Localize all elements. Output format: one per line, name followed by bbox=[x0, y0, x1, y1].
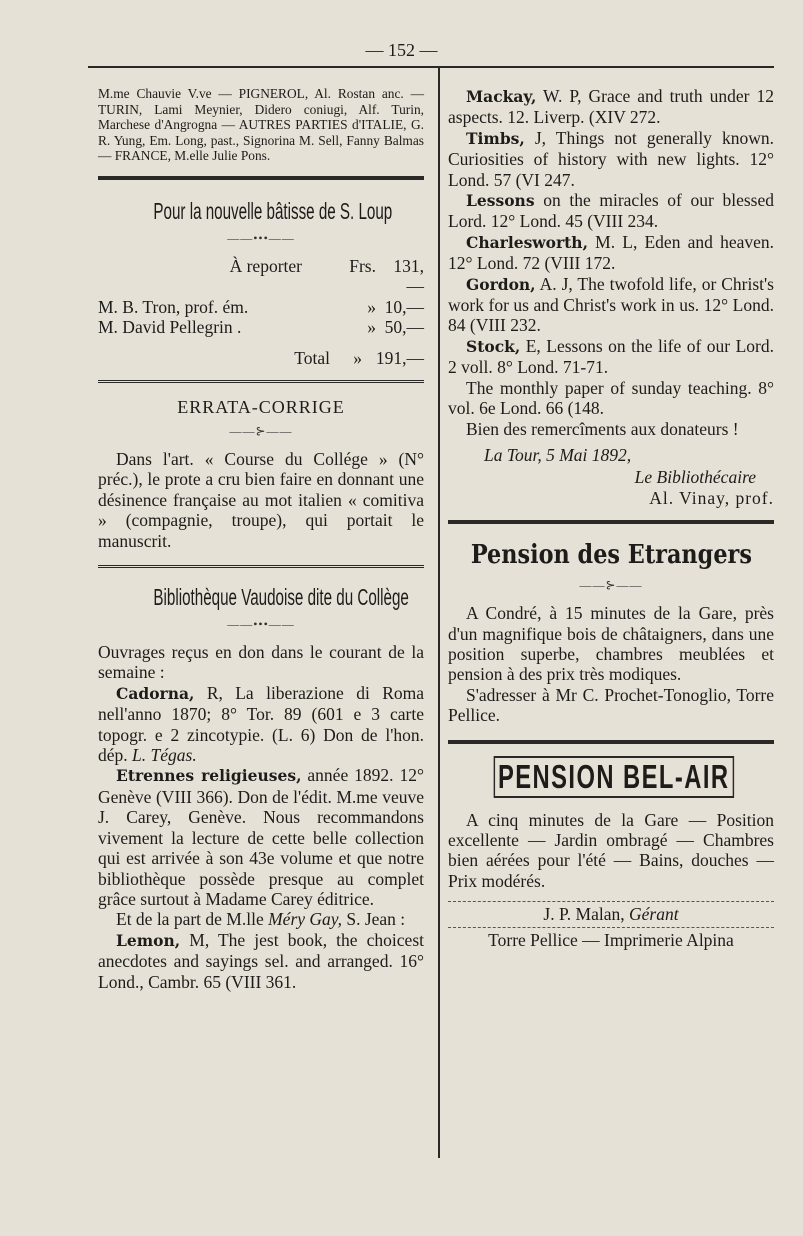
dateline bbox=[484, 445, 774, 465]
book-details: M. L, Eden and heaven. 12° Lond. 72 (VIII 172. bbox=[448, 231, 774, 274]
section-rule bbox=[98, 176, 424, 180]
book-details: A. J, The twofold life, or Christ's work for us and Christ's work in us. 12° Lond. 84 (VIII 232. bbox=[448, 273, 774, 336]
pension-heading: Pension des Etrangers bbox=[470, 540, 752, 571]
loup-value: 131,— bbox=[393, 255, 424, 297]
book-author: Lessons bbox=[466, 191, 535, 211]
book-author: Etrennes religieuses, bbox=[116, 766, 302, 786]
top-rule bbox=[88, 66, 774, 68]
donor-intro: Et de la part de M.lle bbox=[116, 909, 269, 930]
book-details: R, La liberazione di Roma nell'anno 1870; 8° Tor. 89 (601 e 3 carte topogr. e 2 zincotypie. (L. 6) Don de l'hon. dép. bbox=[98, 682, 424, 766]
book-details: W. P, Grace and truth under 12 aspects. 12. Liverp. (XIV 272. bbox=[448, 86, 774, 128]
librarian-title bbox=[448, 467, 774, 487]
thanks-text: Bien des remercîments aux donateurs ! bbox=[466, 418, 739, 439]
donor-name: Méry Gay, bbox=[268, 909, 342, 930]
column-divider bbox=[438, 68, 440, 1158]
loup-label: M. B. Tron, prof. ém. bbox=[98, 296, 249, 317]
book-author: Timbs, bbox=[466, 128, 525, 148]
imprint: Torre Pellice — Imprimerie Alpina bbox=[488, 929, 734, 950]
book-entry bbox=[448, 336, 774, 378]
section-rule bbox=[448, 740, 774, 744]
book-entry bbox=[448, 128, 774, 190]
book-entry bbox=[448, 86, 774, 128]
book-entry bbox=[448, 274, 774, 336]
donor-name: L. Tégas. bbox=[132, 745, 197, 766]
dashed-rule bbox=[448, 901, 774, 902]
book-details: E, Lessons on the life of our Lord. 2 voll. 8° Lond. 71-71. bbox=[448, 335, 774, 378]
loup-total-label: Total bbox=[294, 347, 330, 368]
errata-ornament: ——⊱—— bbox=[229, 424, 293, 438]
loup-total-value: 191,— bbox=[375, 347, 424, 368]
belair-heading-text: PENSION BEL-AIR bbox=[494, 756, 734, 798]
loup-row bbox=[98, 297, 424, 317]
donations-list: M.me Chauvie V.ve — PIGNEROL, Al. Rostan anc. — TURIN, Lami Meynier, Didero coniugi, Alf. Turin, Marchese d'Angrogna — AUTRES PARTIES d'ITALIE, G. R. Yung, Em. Long, past., Signorina M. Sell, Fanny Balmas — FRANCE, M.elle Julie Pons. bbox=[98, 86, 424, 164]
section-rule bbox=[98, 380, 424, 383]
errata-heading: ERRATA-CORRIGE bbox=[177, 397, 345, 417]
loup-value: 50,— bbox=[384, 317, 424, 338]
biblio-heading: Bibliothèque Vaudoise dite du Collège bbox=[153, 584, 409, 611]
book-author: Cadorna, bbox=[116, 683, 195, 703]
book-author: Mackay, bbox=[466, 87, 537, 106]
librarian-name: Al. Vinay, prof. bbox=[649, 487, 774, 508]
book-details: année 1892. 12° Genève (VIII 366). Don de l'édit. M.me veuve J. Carey, Genève. Nous recommandons vivement la lecture de cette belle collection qui est arrivée à son 43e volume et que notre bibliothèque possède presque au complet grâce surtout à Madame Carey éditrice. bbox=[98, 765, 424, 909]
loup-value: 10,— bbox=[384, 296, 424, 317]
right-column bbox=[448, 86, 774, 950]
biblio-intro: Ouvrages reçus en don dans le courant de la semaine : bbox=[98, 642, 424, 683]
page-number: — 152 — bbox=[365, 40, 438, 60]
section-rule bbox=[98, 565, 424, 568]
loup-currency: » bbox=[367, 296, 376, 317]
manager-signature bbox=[448, 904, 774, 924]
loup-row bbox=[98, 256, 424, 297]
book-entry bbox=[98, 765, 424, 909]
loup-heading: Pour la nouvelle bâtisse de S. Loup bbox=[153, 197, 393, 224]
pension-text: A Condré, à 15 minutes de la Gare, près d'un magnifique bois de châtaigners, dans une position superbe, chambres meublées et pension à des prix très modiques. bbox=[448, 603, 774, 685]
loup-total-row bbox=[98, 348, 424, 368]
loup-label: À reporter bbox=[229, 255, 302, 276]
manager-name: J. P. Malan, bbox=[543, 904, 629, 925]
librarian-title-text: Le Bibliothécaire bbox=[634, 467, 756, 488]
book-details: M, The jest book, the choicest anecdotes and sayings sel. and arranged. 16° Lond., Cambr. 65 (VIII 361. bbox=[98, 929, 424, 992]
section-rule bbox=[448, 520, 774, 524]
errata-text: Dans l'art. « Course du Collége » (N° préc.), le prote a cru bien faire en donnant une désinence française au mot italien « comitiva » (compagnie, troupe), qui portait le manuscrit. bbox=[98, 449, 424, 551]
pension-ornament: ——⊱—— bbox=[579, 578, 643, 593]
dateline-text: La Tour, 5 Mai 1892, bbox=[484, 444, 632, 465]
belair-heading bbox=[494, 756, 729, 798]
book-author: Stock, bbox=[466, 336, 521, 356]
book-entry bbox=[98, 683, 424, 766]
pension-contact: S'adresser à Mr C. Prochet-Tonoglio, Torre Pellice. bbox=[448, 684, 774, 726]
belair-text: A cinq minutes de la Gare — Position excellente — Jardin ombragé — Chambres bien aérées pour l'été — Bains, douches — Prix modérés. bbox=[448, 809, 774, 891]
book-entry bbox=[98, 930, 424, 992]
dashed-rule bbox=[448, 927, 774, 928]
donor-place: S. Jean : bbox=[341, 909, 406, 930]
book-details: on the miracles of our blessed Lord. 12° Lond. 45 (VIII 234. bbox=[448, 190, 774, 232]
book-author: Gordon, bbox=[466, 274, 536, 294]
loup-currency: » bbox=[367, 317, 376, 338]
book-entry bbox=[448, 190, 774, 232]
book-entry: The monthly paper of sunday teaching. 8° vol. 6e Lond. 66 (148. bbox=[448, 377, 774, 419]
loup-currency: » bbox=[353, 347, 362, 368]
left-column bbox=[98, 86, 424, 992]
book-entry bbox=[448, 232, 774, 274]
loup-row bbox=[98, 317, 424, 337]
donor-line bbox=[98, 909, 424, 929]
loup-label: M. David Pellegrin . bbox=[98, 317, 242, 338]
book-details: J, Things not generally known. Curiosities of history with new lights. 12° Lond. 57 (VI 247. bbox=[448, 127, 774, 190]
book-author: Charlesworth, bbox=[466, 232, 588, 252]
book-author: Lemon, bbox=[116, 930, 181, 950]
loup-table bbox=[98, 256, 424, 368]
manager-role: Gérant bbox=[628, 904, 679, 925]
loup-ornament: ——•••—— bbox=[227, 230, 295, 245]
loup-currency: Frs. bbox=[349, 255, 376, 276]
biblio-ornament: ——•••—— bbox=[227, 617, 295, 632]
